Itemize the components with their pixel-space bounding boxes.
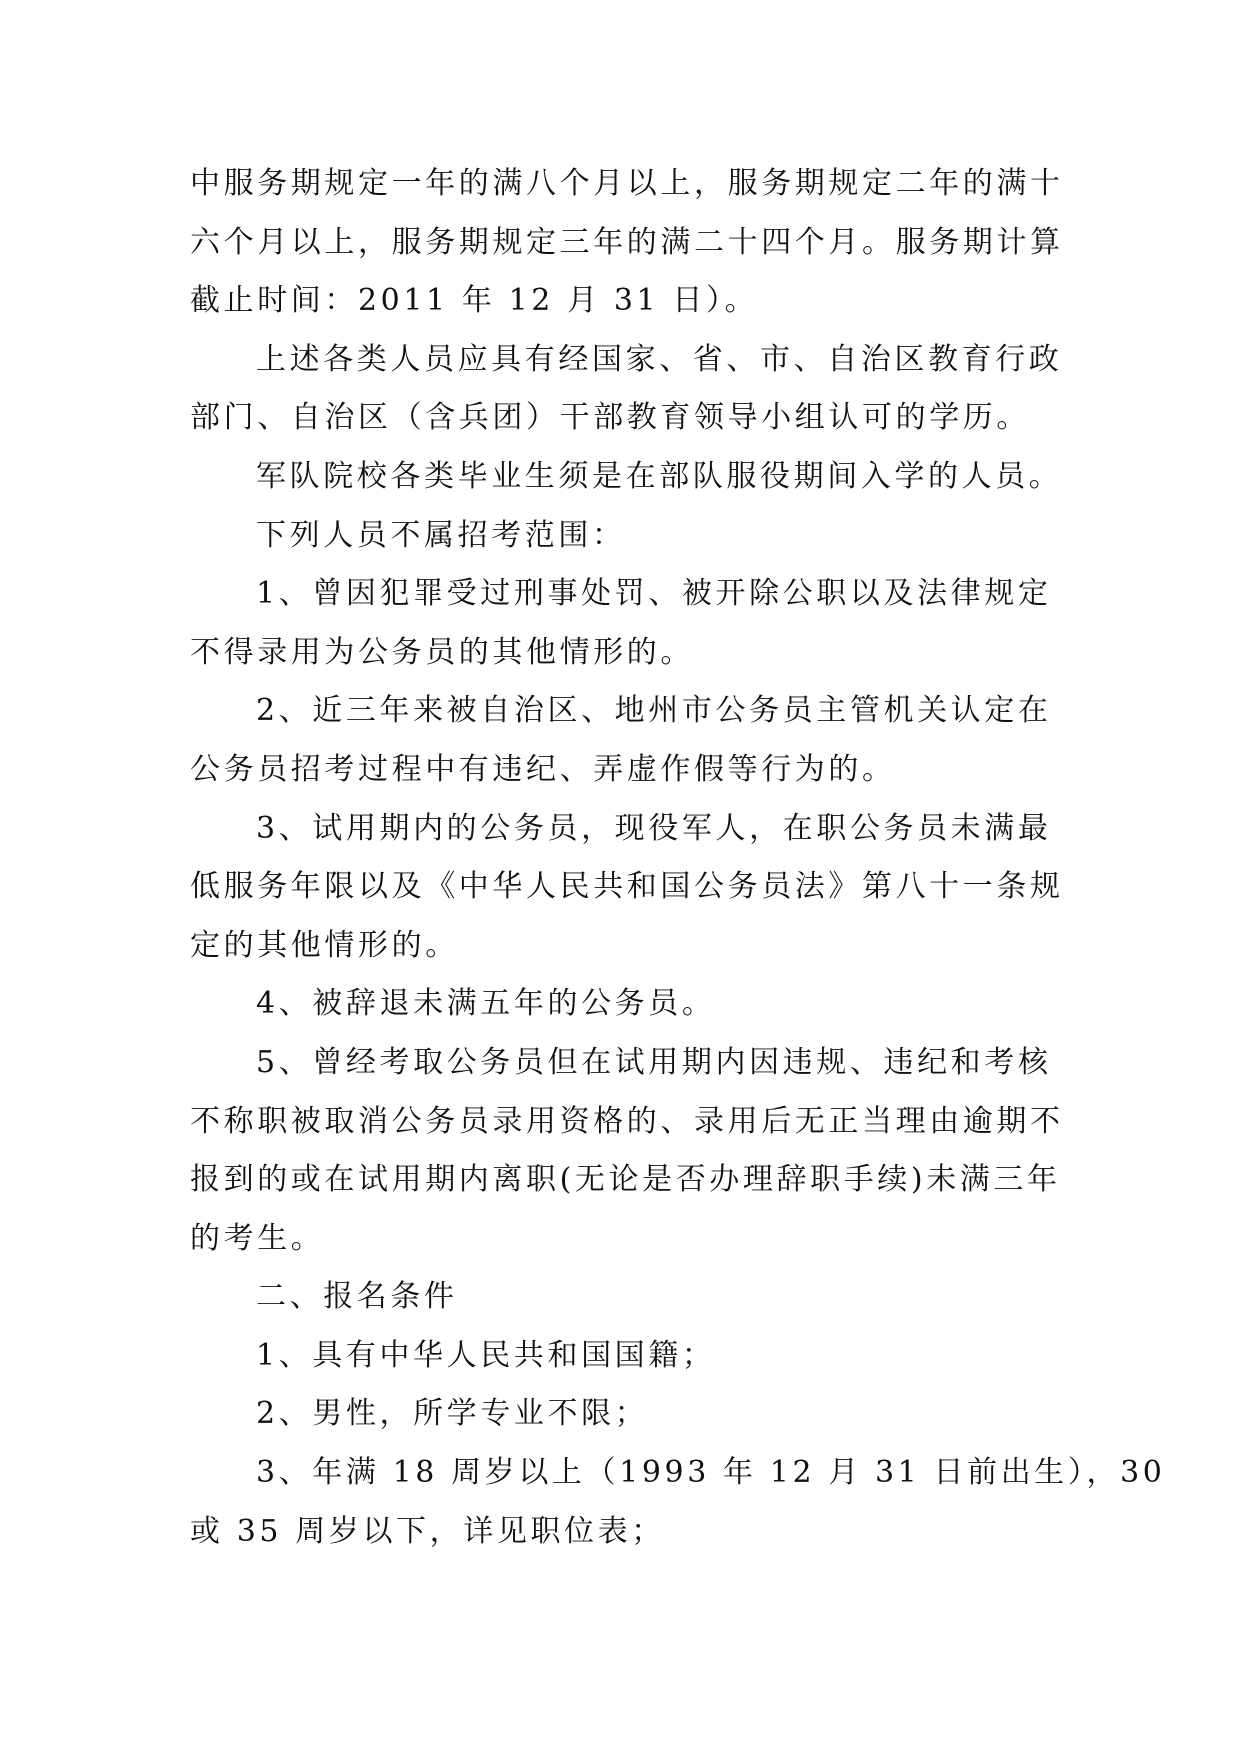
- condition-item-1-line: 1、具有中华人民共和国国籍；: [256, 1337, 716, 1373]
- paragraph-start-line: 下列人员不属招考范围：: [256, 517, 626, 553]
- text-line: 低服务年限以及《中华人民共和国公务员法》第八十一条规: [190, 869, 1064, 905]
- text-line: 六个月以上，服务期规定三年的满二十四个月。服务期计算: [190, 224, 1064, 260]
- text-line: 不称职被取消公务员录用资格的、录用后无正当理由逾期不: [190, 1103, 1064, 1139]
- text-line: 截止时间：2011 年 12 月 31 日）。: [190, 283, 759, 319]
- text-line: 公务员招考过程中有违纪、弄虚作假等行为的。: [190, 751, 896, 787]
- list-item-5-line: 5、曾经考取公务员但在试用期内因违规、违纪和考核: [256, 1044, 1052, 1080]
- condition-item-2-line: 2、男性，所学专业不限；: [256, 1396, 649, 1432]
- text-line: 定的其他情形的。: [190, 927, 459, 963]
- list-item-3-line: 3、试用期内的公务员，现役军人，在职公务员未满最: [256, 810, 1052, 846]
- text-line: 报到的或在试用期内离职(无论是否办理辞职手续)未满三年: [190, 1162, 1061, 1198]
- paragraph-start-line: 军队院校各类毕业生须是在部队服役期间入学的人员。: [256, 458, 1063, 494]
- text-line: 不得录用为公务员的其他情形的。: [190, 634, 694, 670]
- list-item-4-line: 4、被辞退未满五年的公务员。: [256, 986, 716, 1022]
- list-item-2-line: 2、近三年来被自治区、地州市公务员主管机关认定在: [256, 693, 1052, 729]
- text-line: 中服务期规定一年的满八个月以上，服务期规定二年的满十: [190, 166, 1064, 201]
- condition-item-3-line: 3、年满 18 周岁以上（1993 年 12 月 31 日前出生），30: [256, 1455, 1166, 1491]
- text-line: 或 35 周岁以下，详见职位表；: [190, 1513, 665, 1549]
- list-item-1-line: 1、曾因犯罪受过刑事处罚、被开除公职以及法律规定: [256, 576, 1052, 612]
- paragraph-start-line: 上述各类人员应具有经国家、省、市、自治区教育行政: [256, 341, 1063, 377]
- text-line: 的考生。: [190, 1220, 325, 1256]
- text-line: 部门、自治区（含兵团）干部教育领导小组认可的学历。: [190, 400, 1030, 436]
- document-body: [190, 155, 1166, 1561]
- section-heading: 二、报名条件: [256, 1279, 458, 1315]
